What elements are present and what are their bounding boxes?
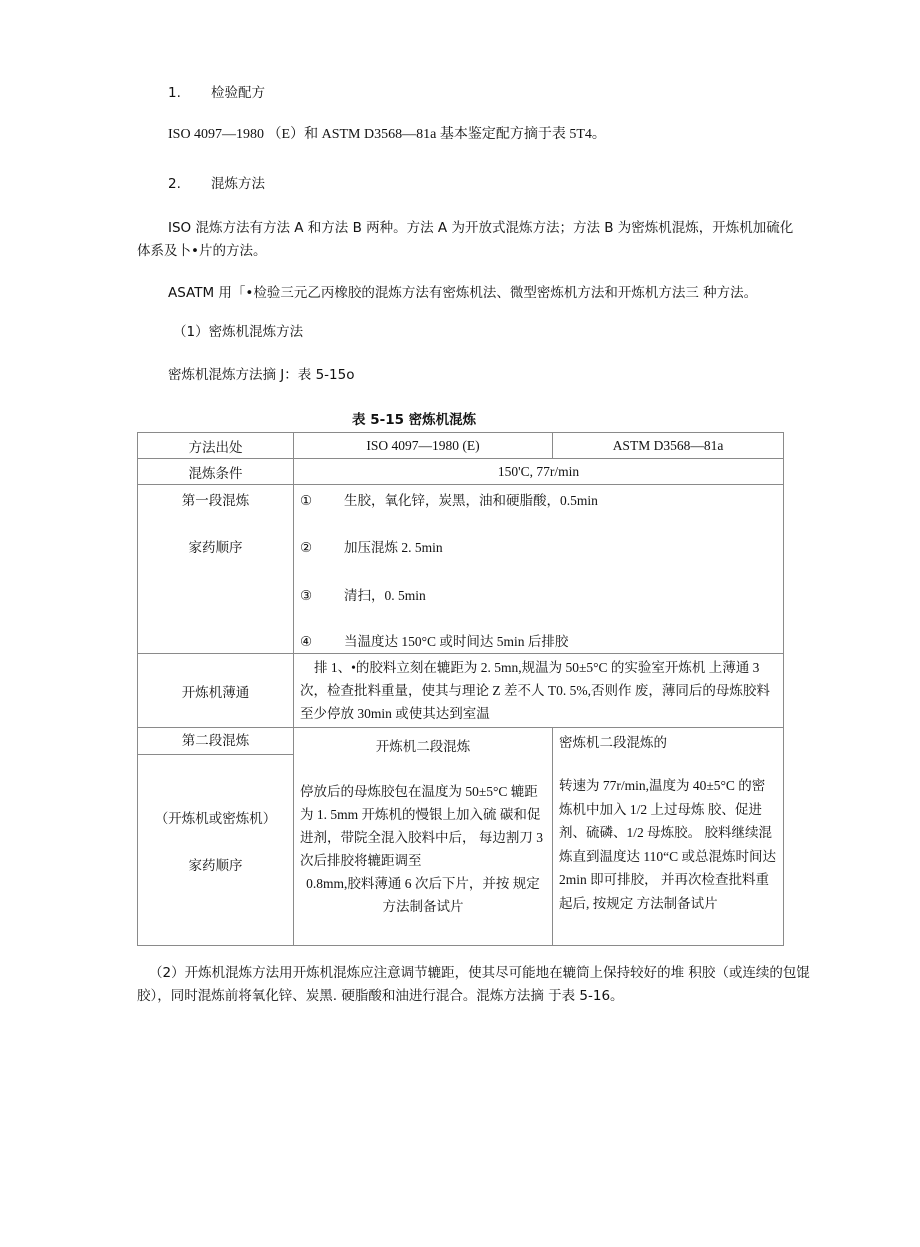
mill-row: [138, 654, 784, 728]
stage2-astm-cell: [553, 728, 784, 946]
step-3-text: 清扫，0. 5min: [344, 588, 426, 603]
stage2-row: [138, 728, 784, 946]
step-1-number: ①: [300, 493, 313, 508]
stage1-row: [138, 485, 784, 654]
conditions-value: 150'C, 77r/min: [294, 459, 784, 485]
paragraph-5: （2）开炼机混炼方法用开炼机混炼应注意调节辘距，使其尽可能地在辘筒上保持较好的堆 积胶（或连续的包馄胶），同时混炼前将氧化锌、炭黑. 硬脂酸和油进行混合。混炼方法摘 于表 5-16。: [137, 965, 810, 1004]
mill-text: 排 1、•的胶料立刻在辘距为 2. 5mn,规温为 50±5°C 的实验室开炼机 上薄通 3 次，检查批料重量，使其与理论 Z 差不人 T0. 5%,否则作 废，薄同后的母炼胶料至少停放 30min 或使其达到室温: [294, 654, 784, 728]
mill-label: 开炼机薄通: [138, 654, 294, 728]
subsection-1-title: （1）密炼机混炼方法: [173, 324, 304, 340]
step-3-number: ③: [300, 588, 313, 603]
header-iso: ISO 4097—1980 (E): [294, 433, 553, 459]
paragraph-3: ASATM 用「•检验三元乙丙橡胶的混炼方法有密炼机法、微型密炼机方法和开炼机方法三 种方法。: [168, 285, 758, 301]
section-2-title: 混炼方法: [211, 176, 265, 192]
step-2-number: ②: [300, 540, 313, 555]
section-2-number: 2.: [168, 176, 181, 192]
stage2-order-label: 家药顺序: [188, 858, 243, 873]
stage1-steps-cell: [294, 485, 784, 654]
stage1-label: 第一段混炼: [181, 493, 250, 508]
paragraph-4: 密炼机混炼方法摘 J：表 5-15o: [168, 367, 355, 383]
stage2-iso-title: 开炼机二段混炼: [375, 739, 471, 754]
paragraph-2: ISO 混炼方法有方法 A 和方法 B 两种。方法 A 为开放式混炼方法；方法 B 为密炼机混炼，开炼机加硫化体系及卜•片的方法。: [137, 220, 794, 259]
stage1-order-label: 家药顺序: [188, 540, 243, 555]
stage1-step-4: [294, 631, 783, 653]
conditions-row: [138, 459, 784, 485]
stage1-step-1: [294, 490, 783, 512]
header-astm: ASTM D3568—81a: [553, 433, 784, 459]
stage2-astm-title: 密炼机二段混炼的: [559, 735, 667, 750]
step-1-text: 生胶，氧化锌，炭黑，油和硬脂酸，0.5min: [344, 493, 598, 508]
stage2-iso-tail: 0.8mm,胶料薄通 6 次后下片，并按 规定方法制备试片: [306, 876, 540, 914]
step-2-text: 加压混炼 2. 5min: [344, 540, 443, 555]
step-4-number: ④: [300, 634, 313, 649]
paragraph-1: ISO 4097—1980 （E）和 ASTM D3568—81a 基本鉴定配方摘于表 5T4。: [168, 127, 606, 142]
table-caption: 表 5-15 密炼机混炼: [352, 412, 477, 428]
mixing-table: [137, 432, 784, 946]
stage2-iso-text: 停放后的母炼胶包在温度为 50±5°C 辘距为 1. 5mm 开炼机的慢银上加入硫 碳和促进剂，带院全混入胶料中后， 每边割刀 3 次后排胶将辘距调至: [300, 784, 543, 868]
step-4-text: 当温度达 150°C 或时间达 5min 后排胶: [344, 634, 569, 649]
stage1-step-2: [294, 537, 783, 559]
header-method-source: 方法出处: [138, 433, 294, 459]
stage2-label-cell: [138, 728, 294, 946]
section-1-title: 检验配方: [211, 85, 265, 101]
stage2-label: 第二段混炼: [138, 728, 293, 755]
stage1-label-cell: [138, 485, 294, 654]
stage2-iso-cell: [294, 728, 553, 946]
stage2-machine-label: （开炼机或密炼机）: [154, 811, 277, 826]
stage1-step-3: [294, 585, 783, 607]
stage2-astm-text: 转速为 77r/min,温度为 40±5°C 的密炼机中加入 1/2 上过母炼 胶、促进剂、硫磷、1/2 母炼胶。 胶料继续混炼直到温度达 110“C 或总混炼时间达 2min 即可排胶， 并再次检查批料重起后, 按规定 方法制备试片: [559, 778, 776, 911]
conditions-label: 混炼条件: [138, 459, 294, 485]
table-header-row: [138, 433, 784, 459]
section-1-number: 1.: [168, 85, 181, 101]
